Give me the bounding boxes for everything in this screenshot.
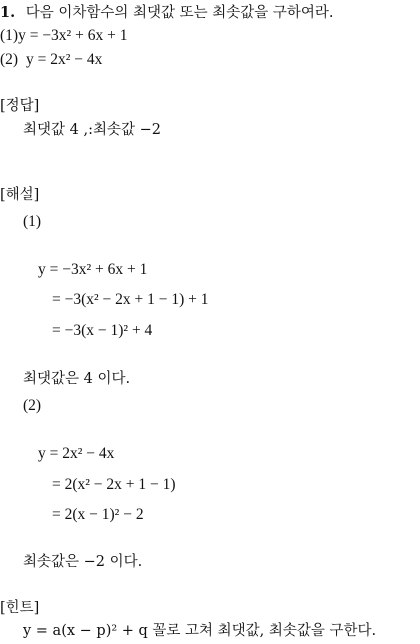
item-expression: y = 2x² − 4x xyxy=(25,51,103,68)
item-label: (1) xyxy=(0,27,19,44)
problem-item-2 xyxy=(0,51,102,69)
problem-prompt: 다음 이차함수의 최댓값 또는 최솟값을 구하여라. xyxy=(25,5,334,21)
solution-part2-label: (2) xyxy=(23,397,42,414)
solution-part1-step-1: y = −3x² + 6x + 1 xyxy=(38,261,148,278)
answer-text: 최댓값 4 ,:최솟값 −2 xyxy=(23,122,161,138)
solution-part1-label: (1) xyxy=(23,213,42,230)
problem-item-1 xyxy=(0,27,127,45)
solution-heading: [해설] xyxy=(0,187,40,203)
hint-text: y = a(x − p)² + q 꼴로 고쳐 최댓값, 최솟값을 구한다. xyxy=(23,623,377,639)
solution-part2-conclusion: 최솟값은 −2 이다. xyxy=(23,554,143,570)
solution-part1-conclusion: 최댓값은 4 이다. xyxy=(23,371,131,387)
solution-part2-step-1: y = 2x² − 4x xyxy=(38,445,115,462)
solution-part1-step-3: = −3(x − 1)² + 4 xyxy=(52,322,153,339)
problem-number: 1. xyxy=(0,4,16,21)
solution-part2-step-2: = 2(x² − 2x + 1 − 1) xyxy=(52,476,176,493)
solution-part2-step-3: = 2(x − 1)² − 2 xyxy=(52,506,144,523)
answer-heading: [정답] xyxy=(0,98,40,114)
solution-part1-step-2: = −3(x² − 2x + 1 − 1) + 1 xyxy=(52,291,209,308)
item-expression: y = −3x² + 6x + 1 xyxy=(18,27,128,44)
hint-heading: [힌트] xyxy=(0,600,40,616)
item-label: (2) xyxy=(0,51,19,68)
problem-statement xyxy=(0,4,334,22)
